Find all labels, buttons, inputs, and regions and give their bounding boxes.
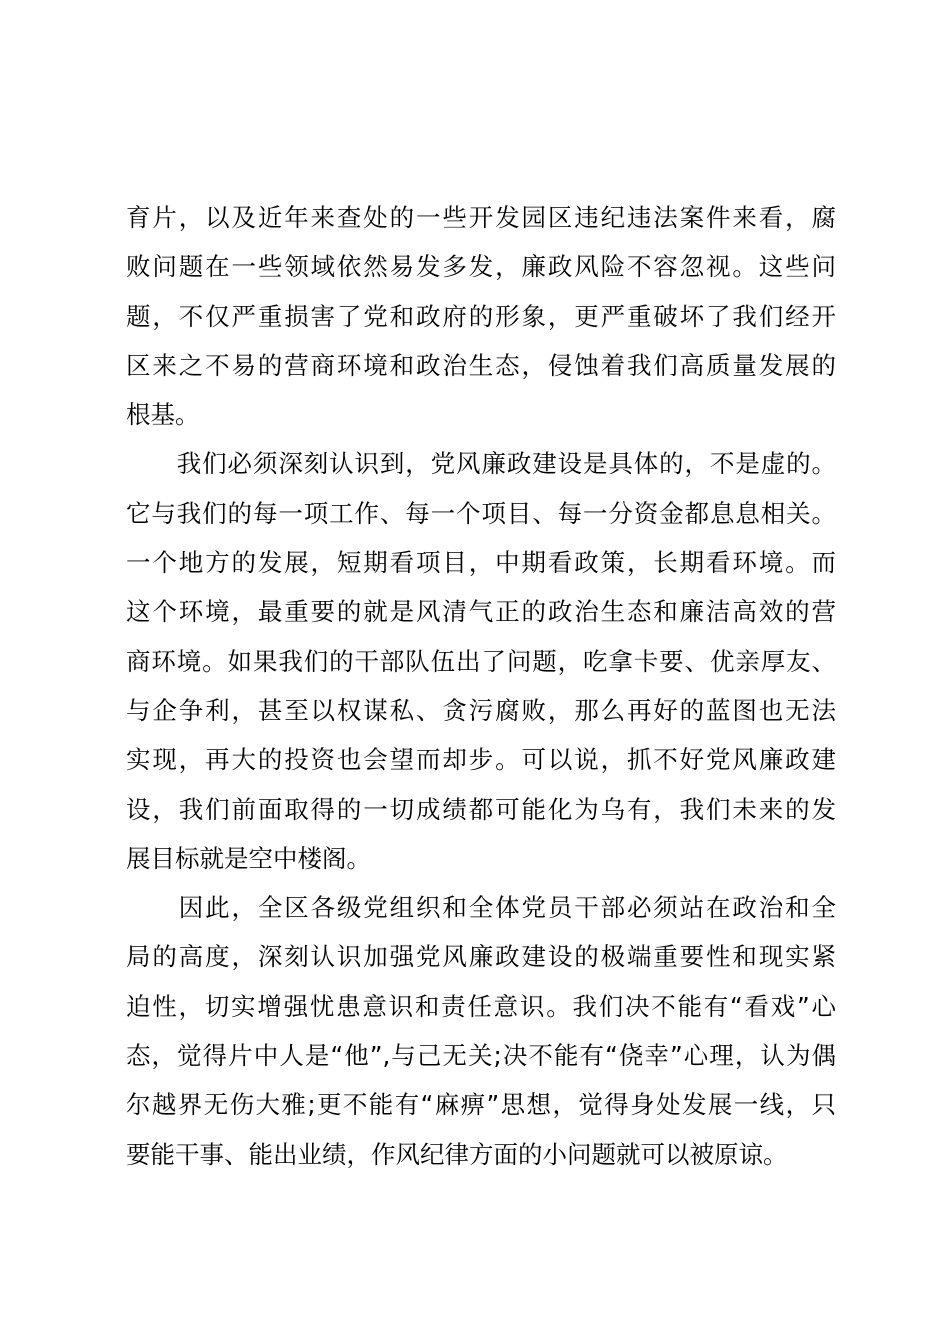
text-line: 局的高度，深刻认识加强党风廉政建设的极端重要性和现实紧	[126, 942, 836, 972]
text-line: 它与我们的每一项工作、每一个项目、每一分资金都息息相关。	[126, 498, 836, 528]
text-line: 尔越界无伤大雅;更不能有“麻痹”思想，觉得身处发展一线，只	[126, 1090, 836, 1120]
body-text	[126, 193, 836, 1179]
text-line: 我们必须深刻认识到，党风廉政建设是具体的，不是虚的。	[126, 449, 836, 479]
text-line: 一个地方的发展，短期看项目，中期看政策，长期看环境。而	[126, 548, 836, 578]
text-line: 迫性，切实增强忧患意识和责任意识。我们决不能有“看戏”心	[126, 991, 836, 1021]
text-line: 这个环境，最重要的就是风清气正的政治生态和廉洁高效的营	[126, 597, 836, 627]
text-line: 因此，全区各级党组织和全体党员干部必须站在政治和全	[126, 893, 836, 923]
text-line: 态，觉得片中人是“他”,与己无关;决不能有“侥幸”心理，认为偶	[126, 1041, 836, 1071]
text-line: 根基。	[126, 400, 200, 430]
text-line: 展目标就是空中楼阁。	[126, 843, 371, 873]
text-line: 题，不仅严重损害了党和政府的形象，更严重破坏了我们经开	[126, 301, 836, 331]
text-line: 与企争利，甚至以权谋私、贪污腐败，那么再好的蓝图也无法	[126, 695, 836, 725]
text-line: 要能干事、能出业绩，作风纪律方面的小问题就可以被原谅。	[126, 1139, 788, 1169]
text-line: 商环境。如果我们的干部队伍出了问题，吃拿卡要、优亲厚友、	[126, 646, 836, 676]
text-line: 实现，再大的投资也会望而却步。可以说，抓不好党风廉政建	[126, 745, 836, 775]
text-line: 设，我们前面取得的一切成绩都可能化为乌有，我们未来的发	[126, 794, 836, 824]
text-line: 区来之不易的营商环境和政治生态，侵蚀着我们高质量发展的	[126, 350, 836, 380]
text-line: 败问题在一些领域依然易发多发，廉政风险不容忽视。这些问	[126, 252, 836, 282]
text-line: 育片，以及近年来查处的一些开发园区违纪违法案件来看，腐	[126, 203, 836, 232]
